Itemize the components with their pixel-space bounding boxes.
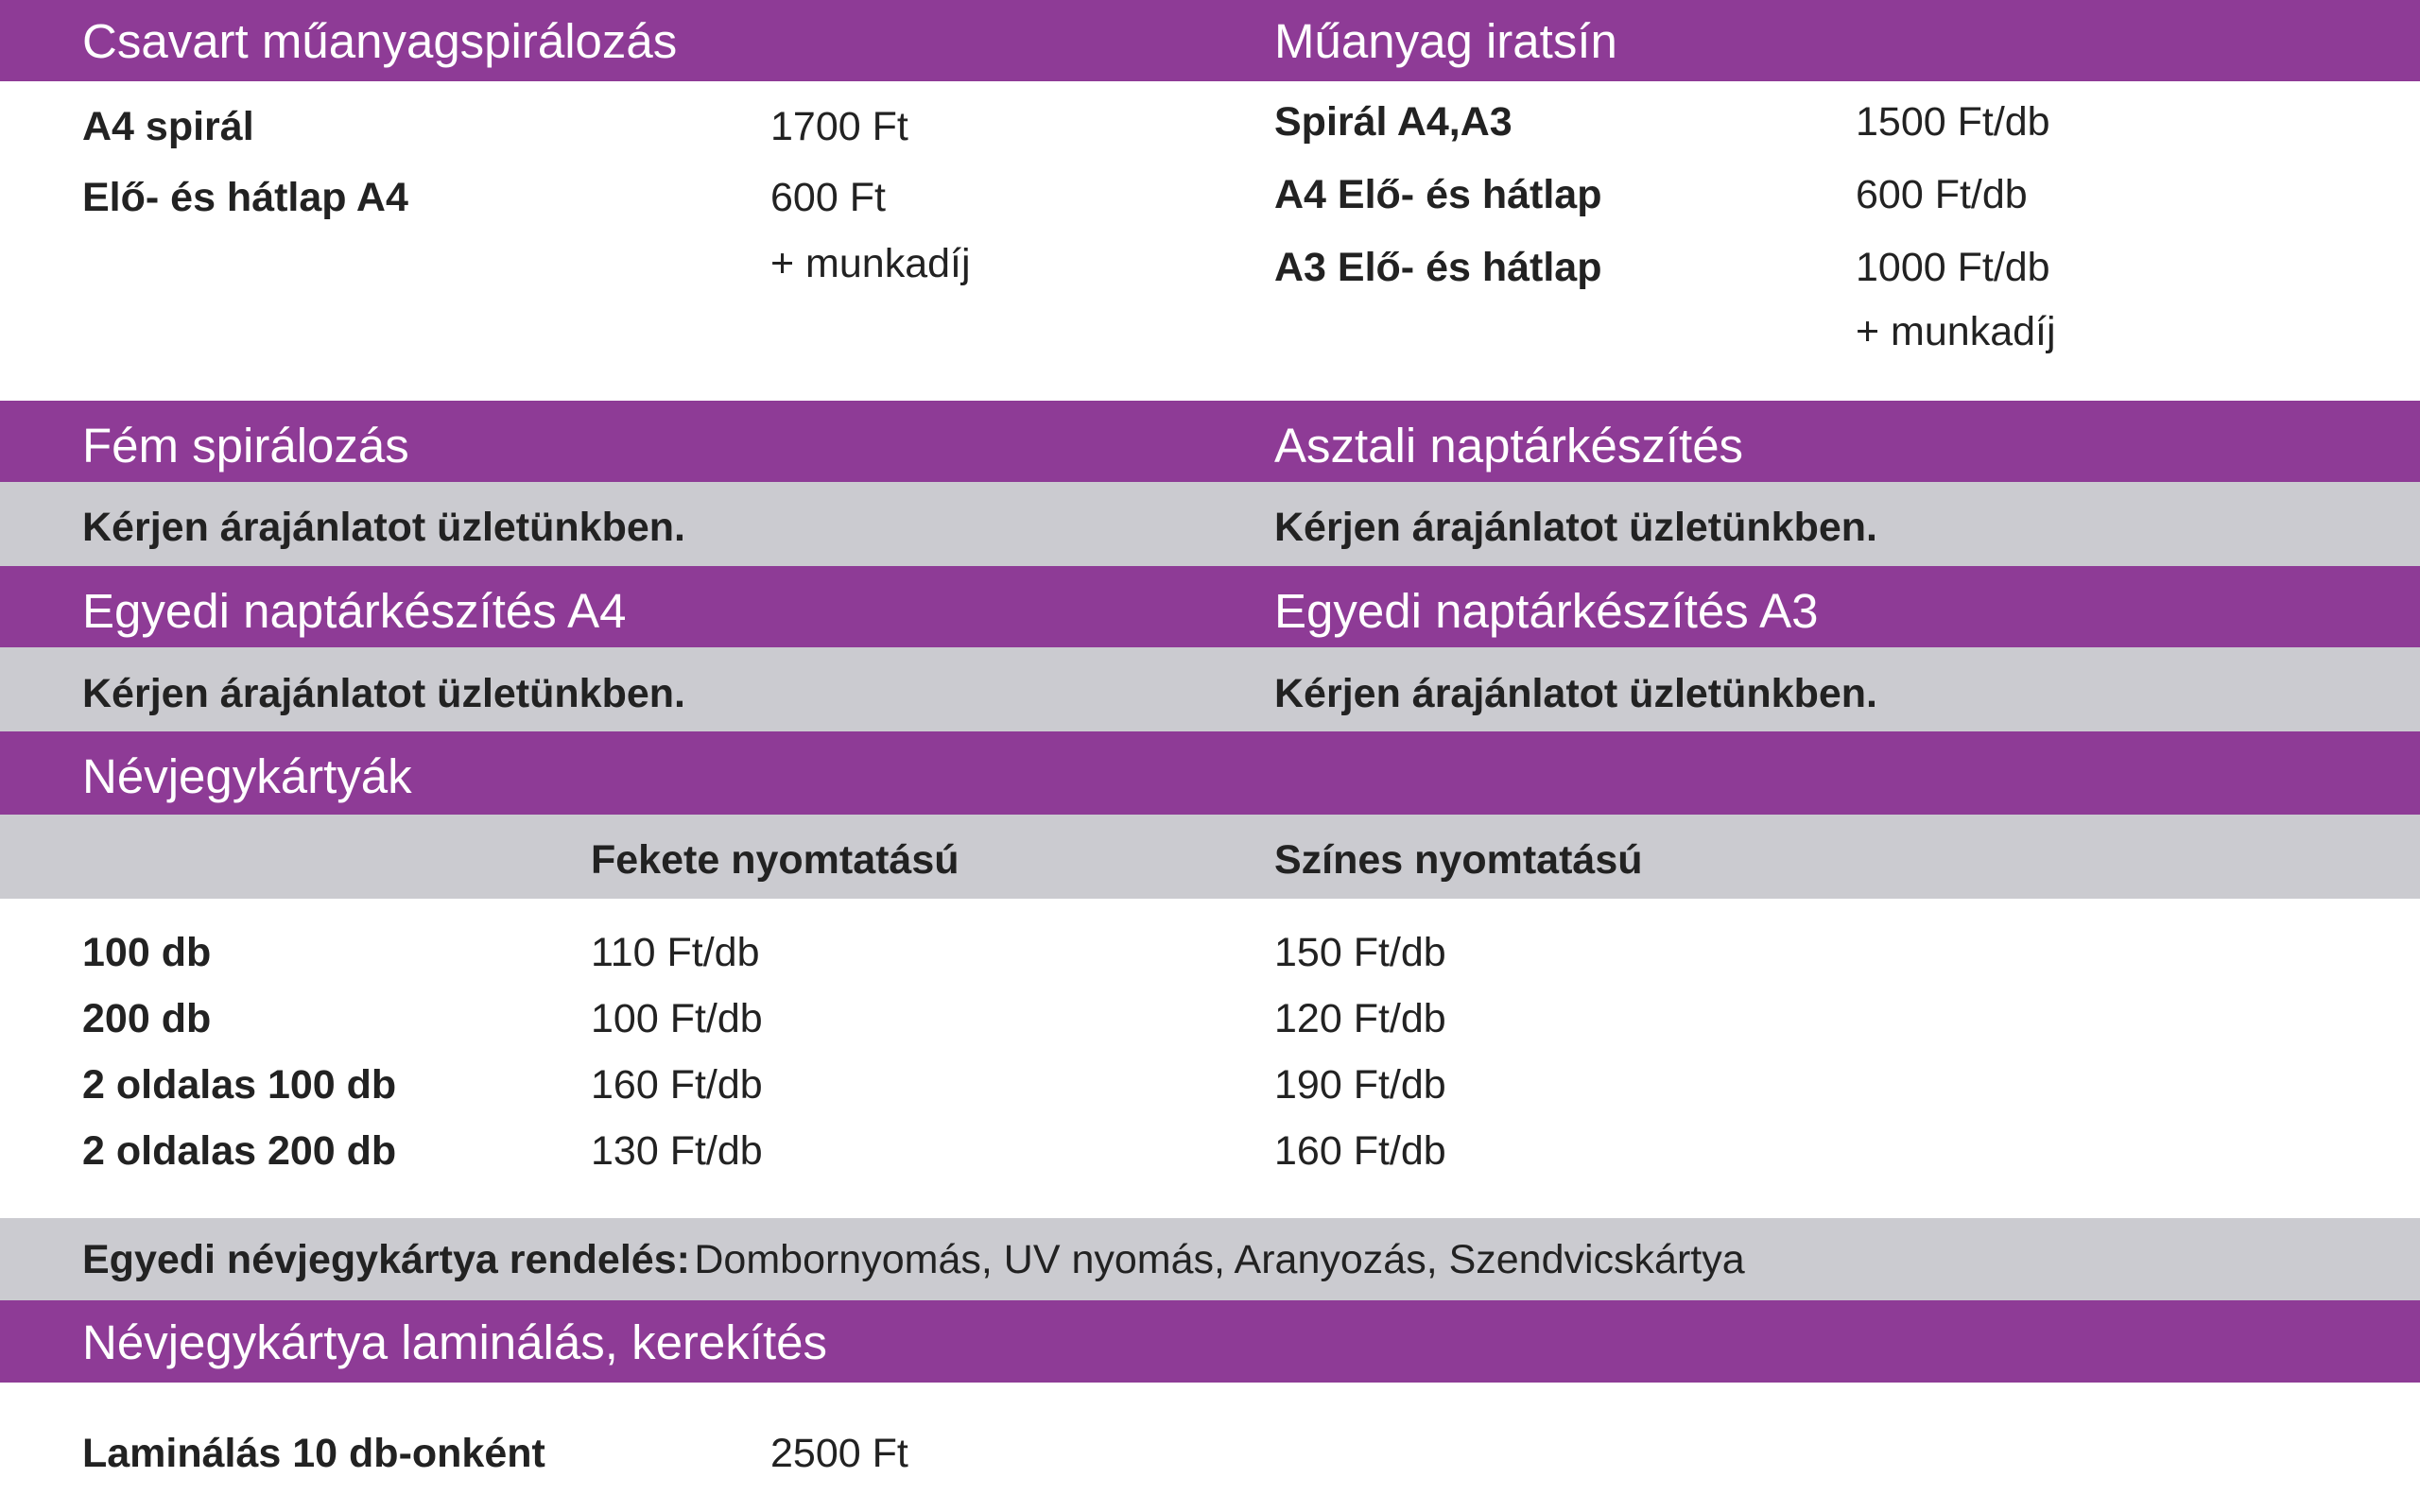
row-price: 2500 Ft [770, 1431, 908, 1476]
custom-card-order-label: Egyedi névjegykártya rendelés: [82, 1237, 690, 1282]
table-cell-color: 150 Ft/db [1274, 930, 1446, 975]
table-row-label: 2 oldalas 100 db [82, 1062, 397, 1108]
section-title-desk-calendar: Asztali naptárkészítés [1274, 419, 1744, 472]
table-cell-color: 160 Ft/db [1274, 1128, 1446, 1174]
row-label: Spirál A4,A3 [1274, 99, 1512, 145]
row-label: Elő- és hátlap A4 [82, 175, 408, 220]
table-row-label: 200 db [82, 996, 212, 1041]
section-title-plastic-spine: Műanyag iratsín [1274, 14, 1617, 68]
custom-card-order-line [82, 1237, 1745, 1282]
row-price: 1000 Ft/db [1856, 245, 2050, 290]
row-label: Laminálás 10 db-onként [82, 1431, 545, 1476]
table-cell-black: 100 Ft/db [591, 996, 763, 1041]
column-header-black: Fekete nyomtatású [591, 837, 959, 883]
section-title-business-cards: Névjegykártyák [82, 749, 412, 803]
gray-band-card-columns [0, 815, 2420, 899]
table-row-label: 100 db [82, 930, 212, 975]
section-title-custom-calendar-a4: Egyedi naptárkészítés A4 [82, 584, 627, 638]
row-label: A3 Elő- és hátlap [1274, 245, 1602, 290]
row-price: 1500 Ft/db [1856, 99, 2050, 145]
labor-fee-note: + munkadíj [770, 241, 971, 286]
section-title-metal-spiral: Fém spirálozás [82, 419, 409, 472]
labor-fee-note: + munkadíj [1856, 309, 2056, 354]
row-price: 600 Ft [770, 175, 886, 220]
row-label: A4 spirál [82, 104, 254, 149]
quote-request-text: Kérjen árajánlatot üzletünkben. [1274, 671, 1877, 716]
section-title-card-lamination: Névjegykártya laminálás, kerekítés [82, 1315, 827, 1369]
custom-card-order-text: Dombornyomás, UV nyomás, Aranyozás, Szendvicskártya [694, 1237, 1745, 1282]
column-header-color: Színes nyomtatású [1274, 837, 1643, 883]
table-cell-color: 190 Ft/db [1274, 1062, 1446, 1108]
quote-request-text: Kérjen árajánlatot üzletünkben. [1274, 505, 1877, 550]
quote-request-text: Kérjen árajánlatot üzletünkben. [82, 671, 685, 716]
row-price: 1700 Ft [770, 104, 908, 149]
table-cell-black: 130 Ft/db [591, 1128, 763, 1174]
row-label: A4 Elő- és hátlap [1274, 172, 1602, 217]
section-title-custom-calendar-a3: Egyedi naptárkészítés A3 [1274, 584, 1819, 638]
row-price: 600 Ft/db [1856, 172, 2028, 217]
section-title-spiral-plastic: Csavart műanyagspirálozás [82, 14, 678, 68]
table-row-label: 2 oldalas 200 db [82, 1128, 397, 1174]
table-cell-color: 120 Ft/db [1274, 996, 1446, 1041]
table-cell-black: 110 Ft/db [591, 930, 760, 975]
quote-request-text: Kérjen árajánlatot üzletünkben. [82, 505, 685, 550]
table-cell-black: 160 Ft/db [591, 1062, 763, 1108]
